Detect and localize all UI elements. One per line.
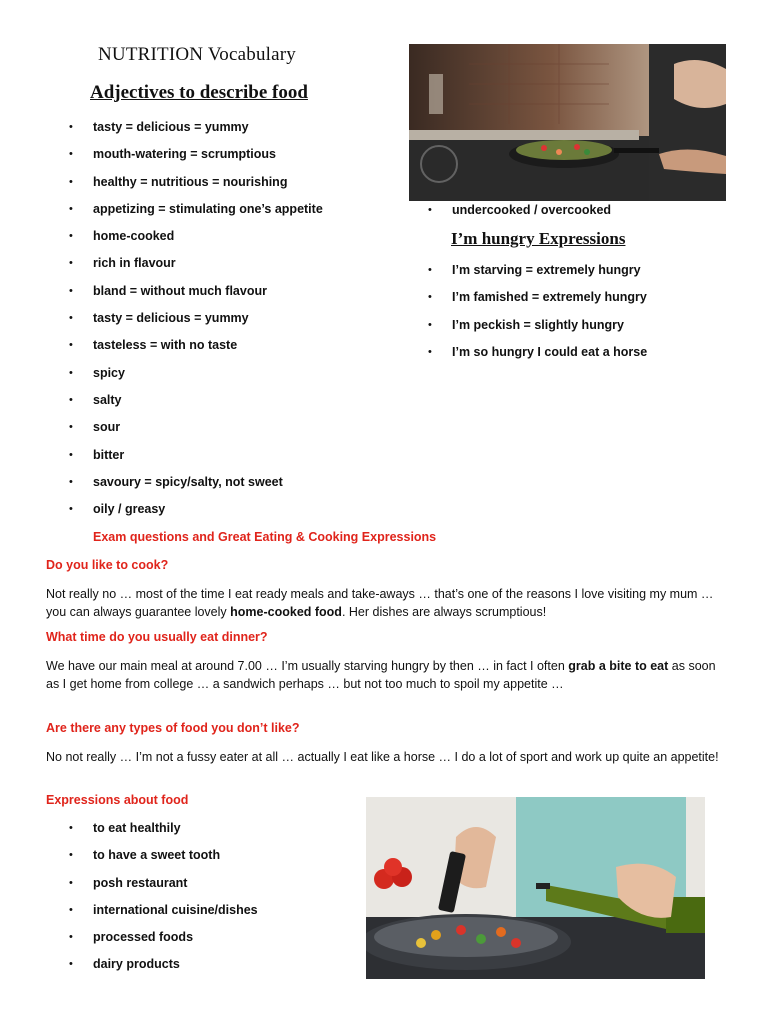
question-2: What time do you usually eat dinner? xyxy=(46,630,268,644)
list-item-text: I’m starving = extremely hungry xyxy=(452,263,641,277)
list-item-text: bitter xyxy=(93,447,125,462)
list-item-text: tasty = delicious = yummy xyxy=(93,311,249,326)
cooking-photo-bottom xyxy=(366,797,705,979)
answer-2: We have our main meal at around 7.00 … I’m usually starving hungry by then … in fact I often grab a bite to eat as soon as I get home from college … a sandwich perhaps … but not too much to spoil my appetite … xyxy=(46,659,716,691)
bullet-icon: • xyxy=(69,822,73,834)
list-item-text: posh restaurant xyxy=(93,875,188,890)
bullet-icon: • xyxy=(69,931,73,944)
hungry-expressions-heading: I’m hungry Expressions xyxy=(451,229,626,248)
answer-2-highlight: grab a bite to eat xyxy=(568,659,669,673)
list-item xyxy=(69,902,258,929)
list-item xyxy=(69,501,323,528)
list-item-text: spicy xyxy=(93,365,125,380)
list-item xyxy=(69,365,323,392)
list-item-text: to have a sweet tooth xyxy=(93,848,221,863)
bullet-icon: • xyxy=(428,264,432,276)
bullet-icon: • xyxy=(69,175,73,188)
bullet-icon: • xyxy=(69,148,73,161)
bullet-icon: • xyxy=(69,421,73,434)
list-item xyxy=(69,255,323,282)
list-item xyxy=(69,201,323,228)
list-item xyxy=(69,847,258,874)
list-item xyxy=(69,283,323,310)
list-item xyxy=(69,174,323,201)
list-item xyxy=(69,310,323,337)
list-item-text: appetizing = stimulating one’s appetite xyxy=(93,201,323,216)
list-item-text: tasteless = with no taste xyxy=(93,338,238,353)
list-item xyxy=(428,344,647,371)
list-item-text: dairy products xyxy=(93,957,180,972)
bullet-icon: • xyxy=(69,339,73,352)
list-item xyxy=(69,419,323,446)
exam-section-heading: Exam questions and Great Eating & Cooking Expressions xyxy=(93,530,437,544)
question-3: Are there any types of food you don’t like? xyxy=(46,721,300,735)
bullet-icon: • xyxy=(69,958,73,971)
list-item-text: salty xyxy=(93,392,122,407)
question-1: Do you like to cook? xyxy=(46,558,169,572)
list-item-text: bland = without much flavour xyxy=(93,283,267,298)
bullet-icon: • xyxy=(69,202,73,215)
list-item xyxy=(69,474,323,501)
list-item-text: I’m peckish = slightly hungry xyxy=(452,317,624,332)
list-item xyxy=(69,820,258,847)
bullet-icon: • xyxy=(428,291,432,304)
cooking-photo-top xyxy=(409,44,726,201)
list-item-text: rich in flavour xyxy=(93,256,176,271)
answer-3: No not really … I’m not a fussy eater at all … actually I eat like a horse … I do a lot of sport and work up quite an appetite! xyxy=(46,750,719,764)
bullet-icon: • xyxy=(69,393,73,406)
bullet-icon: • xyxy=(69,312,73,325)
list-item xyxy=(69,929,258,956)
list-item xyxy=(69,228,323,255)
hungry-expressions-list xyxy=(428,262,647,371)
bullet-icon: • xyxy=(69,876,73,889)
list-item xyxy=(69,119,323,146)
bullet-icon: • xyxy=(428,345,432,358)
bullet-icon: • xyxy=(69,503,73,516)
bullet-icon: • xyxy=(69,448,73,461)
list-item-text: processed foods xyxy=(93,930,194,945)
list-item-text: home-cooked xyxy=(93,229,175,244)
list-item xyxy=(428,317,647,344)
list-item-text: sour xyxy=(93,420,121,435)
list-item xyxy=(69,956,258,983)
bullet-icon: • xyxy=(69,366,73,379)
list-item-text: I’m famished = extremely hungry xyxy=(452,290,647,305)
list-item xyxy=(428,289,647,316)
bullet-icon: • xyxy=(69,849,73,862)
bullet-icon: • xyxy=(69,903,73,916)
page-title: NUTRITION Vocabulary xyxy=(98,44,297,65)
adjectives-heading: Adjectives to describe food xyxy=(90,82,308,103)
list-item xyxy=(428,202,611,229)
answer-1: Not really no … most of the time I eat ready meals and take-aways … that’s one of the reasons I love visiting my mum … you can always guarantee lovely home-cooked food. Her dishes are always scrumptious! xyxy=(46,587,714,619)
list-item-text: oily / greasy xyxy=(93,502,166,517)
list-item xyxy=(69,392,323,419)
list-item-text: to eat healthily xyxy=(93,821,181,835)
list-item xyxy=(428,262,647,289)
bullet-icon: • xyxy=(69,121,73,133)
list-item-text: healthy = nutritious = nourishing xyxy=(93,174,288,189)
answer-1-highlight: home-cooked food xyxy=(230,605,342,619)
bullet-icon: • xyxy=(428,204,432,216)
adjectives-list xyxy=(69,119,323,528)
bullet-icon: • xyxy=(69,257,73,270)
list-item-text: undercooked / overcooked xyxy=(452,203,612,217)
list-item xyxy=(69,146,323,173)
list-item-text: tasty = delicious = yummy xyxy=(93,120,249,134)
bullet-icon: • xyxy=(69,284,73,297)
bullet-icon: • xyxy=(69,230,73,243)
expressions-list xyxy=(69,820,258,984)
list-item xyxy=(69,875,258,902)
list-item xyxy=(69,447,323,474)
list-item-text: savoury = spicy/salty, not sweet xyxy=(93,474,283,489)
expressions-heading: Expressions about food xyxy=(46,793,189,807)
right-column-list xyxy=(428,202,611,229)
list-item-text: I’m so hungry I could eat a horse xyxy=(452,344,648,359)
list-item-text: mouth-watering = scrumptious xyxy=(93,147,277,162)
list-item-text: international cuisine/dishes xyxy=(93,902,258,917)
bullet-icon: • xyxy=(69,475,73,488)
bullet-icon: • xyxy=(428,318,432,331)
list-item xyxy=(69,337,323,364)
